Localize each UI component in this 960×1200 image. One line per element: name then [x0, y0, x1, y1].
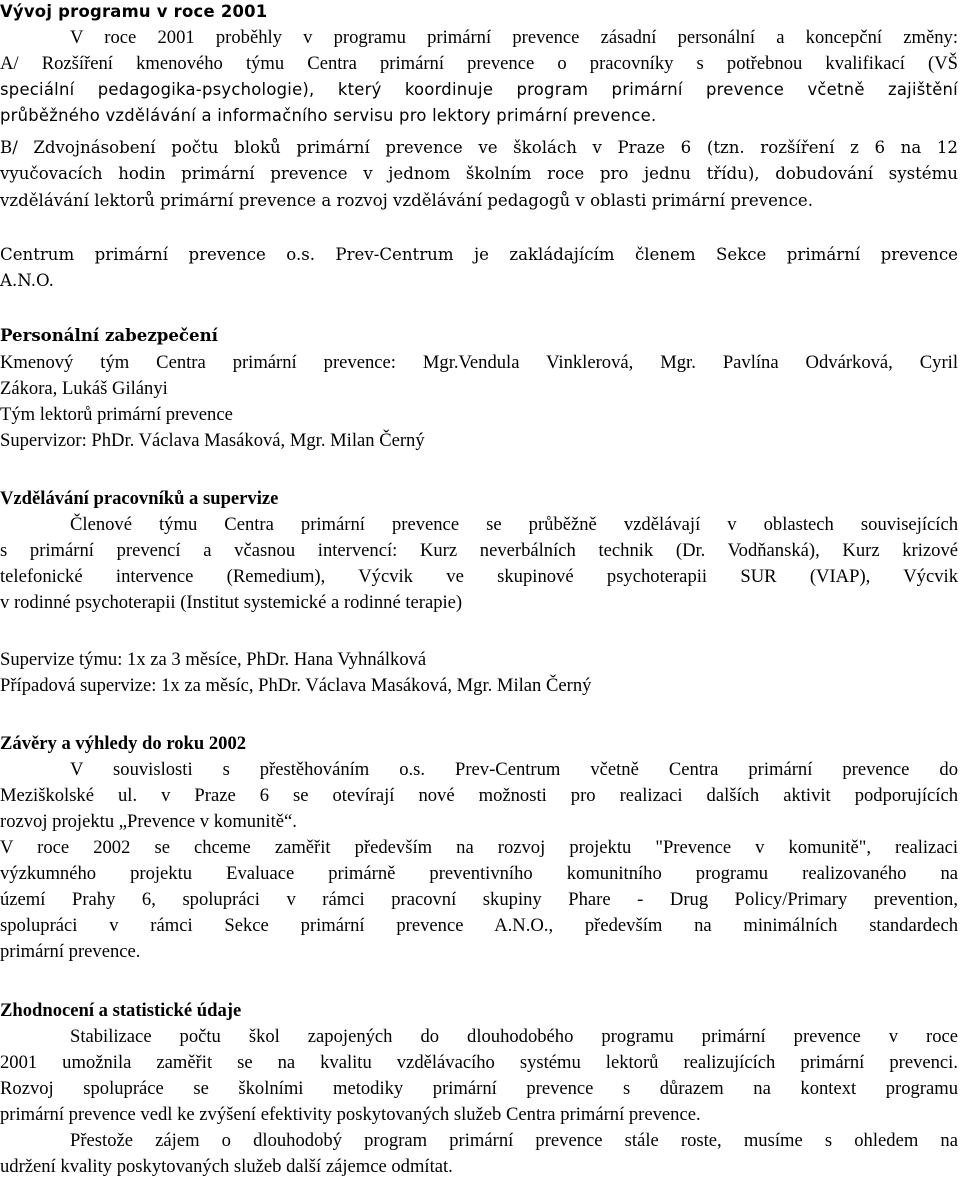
paragraph-line: Meziškolské ul. v Praze 6 se otevírají nové možnosti pro realizaci dalších aktivit podporujících [0, 785, 958, 806]
paragraph-line: speciální pedagogika-psychologie), který koordinuje program primární prevence včetně zajištění [0, 80, 958, 99]
paragraph-line: telefonické intervence (Remedium), Výcvik ve skupinové psychoterapii SUR (VIAP), Výcvik [0, 566, 958, 587]
paragraph-line: výzkumného projektu Evaluace primárně preventivního komunitního programu realizovaného na [0, 863, 958, 884]
paragraph-line: Supervizor: PhDr. Václava Masáková, Mgr. Milan Černý [0, 430, 425, 451]
paragraph-line: B/ Zdvojnásobení počtu bloků primární prevence ve školách v Praze 6 (tzn. rozšíření z 6 na 12 [0, 138, 958, 157]
paragraph-line: Členové týmu Centra primární prevence se průběžně vzdělávají v oblastech souvisejících [70, 514, 958, 535]
paragraph-line: Stabilizace počtu škol zapojených do dlouhodobého programu primární prevence v roce [70, 1026, 958, 1047]
paragraph-line: primární prevence vedl ke zvýšení efektivity poskytovaných služeb Centra primární prevence. [0, 1104, 701, 1125]
paragraph-line: V roce 2002 se chceme zaměřit především na rozvoj projektu "Prevence v komunitě", realizaci [0, 837, 958, 858]
paragraph-line: průběžného vzdělávání a informačního servisu pro lektory primární prevence. [0, 106, 657, 125]
paragraph-line: rozvoj projektu „Prevence v komunitě“. [0, 811, 297, 832]
paragraph-line: 2001 umožnila zaměřit se na kvalitu vzdělávacího systému lektorů realizujících primární prevenci. [0, 1052, 958, 1073]
section-heading: Zhodnocení a statistické údaje [0, 1000, 242, 1021]
paragraph-line: primární prevence. [0, 941, 141, 962]
paragraph-line: V souvislosti s přestěhováním o.s. Prev-Centrum včetně Centra primární prevence do [70, 759, 958, 780]
paragraph-line: vyučovacích hodin primární prevence v jednom školním roce pro jednu třídu), dobudování systému [0, 164, 958, 183]
section-heading: Personální zabezpečení [0, 325, 218, 345]
paragraph-line: spolupráci v rámci Sekce primární prevence A.N.O., především na minimálních standardech [0, 915, 958, 936]
paragraph-line: v rodinné psychoterapii (Institut systemické a rodinné terapie) [0, 592, 463, 613]
paragraph-line: V roce 2001 proběhly v programu primární prevence zásadní personální a koncepční změny: [70, 27, 958, 48]
paragraph-line: A.N.O. [0, 271, 54, 290]
paragraph-line: Případová supervize: 1x za měsíc, PhDr. Václava Masáková, Mgr. Milan Černý [0, 675, 592, 696]
paragraph-line: s primární prevencí a včasnou intervencí: Kurz neverbálních technik (Dr. Vodňanská), Kurz krizové [0, 540, 958, 561]
paragraph-line: Přestože zájem o dlouhodobý program primární prevence stále roste, musíme s ohledem na [70, 1130, 958, 1151]
paragraph-line: Supervize týmu: 1x za 3 měsíce, PhDr. Hana Vyhnálková [0, 649, 427, 670]
section-heading: Vzdělávání pracovníků a supervize [0, 488, 279, 509]
paragraph-line: Centrum primární prevence o.s. Prev-Centrum je zakládajícím členem Sekce primární prevence [0, 245, 958, 264]
paragraph-line: Rozvoj spolupráce se školními metodiky primární prevence s důrazem na kontext programu [0, 1078, 958, 1099]
paragraph-line: A/ Rozšíření kmenového týmu Centra primární prevence o pracovníky s potřebnou kvalifikací (VŠ [0, 53, 958, 74]
section-heading: Závěry a výhledy do roku 2002 [0, 733, 247, 754]
paragraph-line: území Prahy 6, spolupráci v rámci pracovní skupiny Phare - Drug Policy/Primary prevention, [0, 889, 958, 910]
section-heading: Vývoj programu v roce 2001 [0, 2, 268, 21]
paragraph-line: vzdělávání lektorů primární prevence a rozvoj vzdělávání pedagogů v oblasti primární prevence. [0, 191, 813, 210]
paragraph-line: Tým lektorů primární prevence [0, 404, 233, 425]
paragraph-line: Zákora, Lukáš Gilányi [0, 378, 168, 399]
paragraph-line: udržení kvality poskytovaných služeb další zájemce odmítat. [0, 1156, 453, 1177]
paragraph-line: Kmenový tým Centra primární prevence: Mgr.Vendula Vinklerová, Mgr. Pavlína Odvárková, Cyril [0, 352, 958, 373]
